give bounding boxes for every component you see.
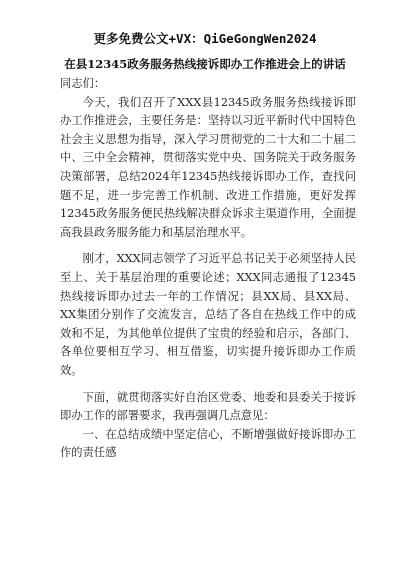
document-title: 在县12345政务服务热线接诉即办工作推进会上的讲话: [64, 57, 346, 71]
promo-header: 更多免费公文+VX：QiGeGongWen2024: [93, 31, 317, 46]
document-body: [60, 72, 356, 463]
paragraph-transition: 下面，就贯彻落实好自治区党委、地委和县委关于接诉即办工作的部署要求，我再强调几点意见：: [60, 390, 356, 423]
section-heading-one: 一、在总结成绩中坚定信心，不断增强做好接诉即办工作的责任感: [60, 427, 356, 460]
greeting: 同志们：: [60, 77, 106, 90]
paragraph-review: 刚才，XXX同志领学了习近平总书记关于必须坚持人民至上、关于基层治理的重要论述；XXX同志通报了12345热线接诉即办过去一年的工作情况；县XX局、县XX局、XX集团分别作了交流发言，总结了各自在热线工作中的成效和不足，为其他单位提供了宝贵的经验和启示，各部门、各单位要相互学习、相互借鉴，切实提升接诉即办工作质效。: [60, 252, 356, 377]
paragraph-opening: 今天，我们召开了XXX县12345政务服务热线接诉即办工作推进会，主要任务是：坚持以习近平新时代中国特色社会主义思想为指导，深入学习贯彻党的二十大和二十届二中、三中全会精神，贯彻落实党中央、国务院关于政务服务决策部署，总结2024年12345热线接诉即办工作，查找问题不足，进一步完善工作机制、改进工作措施，更好发挥12345政务服务便民热线解决群众诉求主渠道作用，全面提高我县政务服务能力和基层治理水平。: [60, 95, 356, 239]
